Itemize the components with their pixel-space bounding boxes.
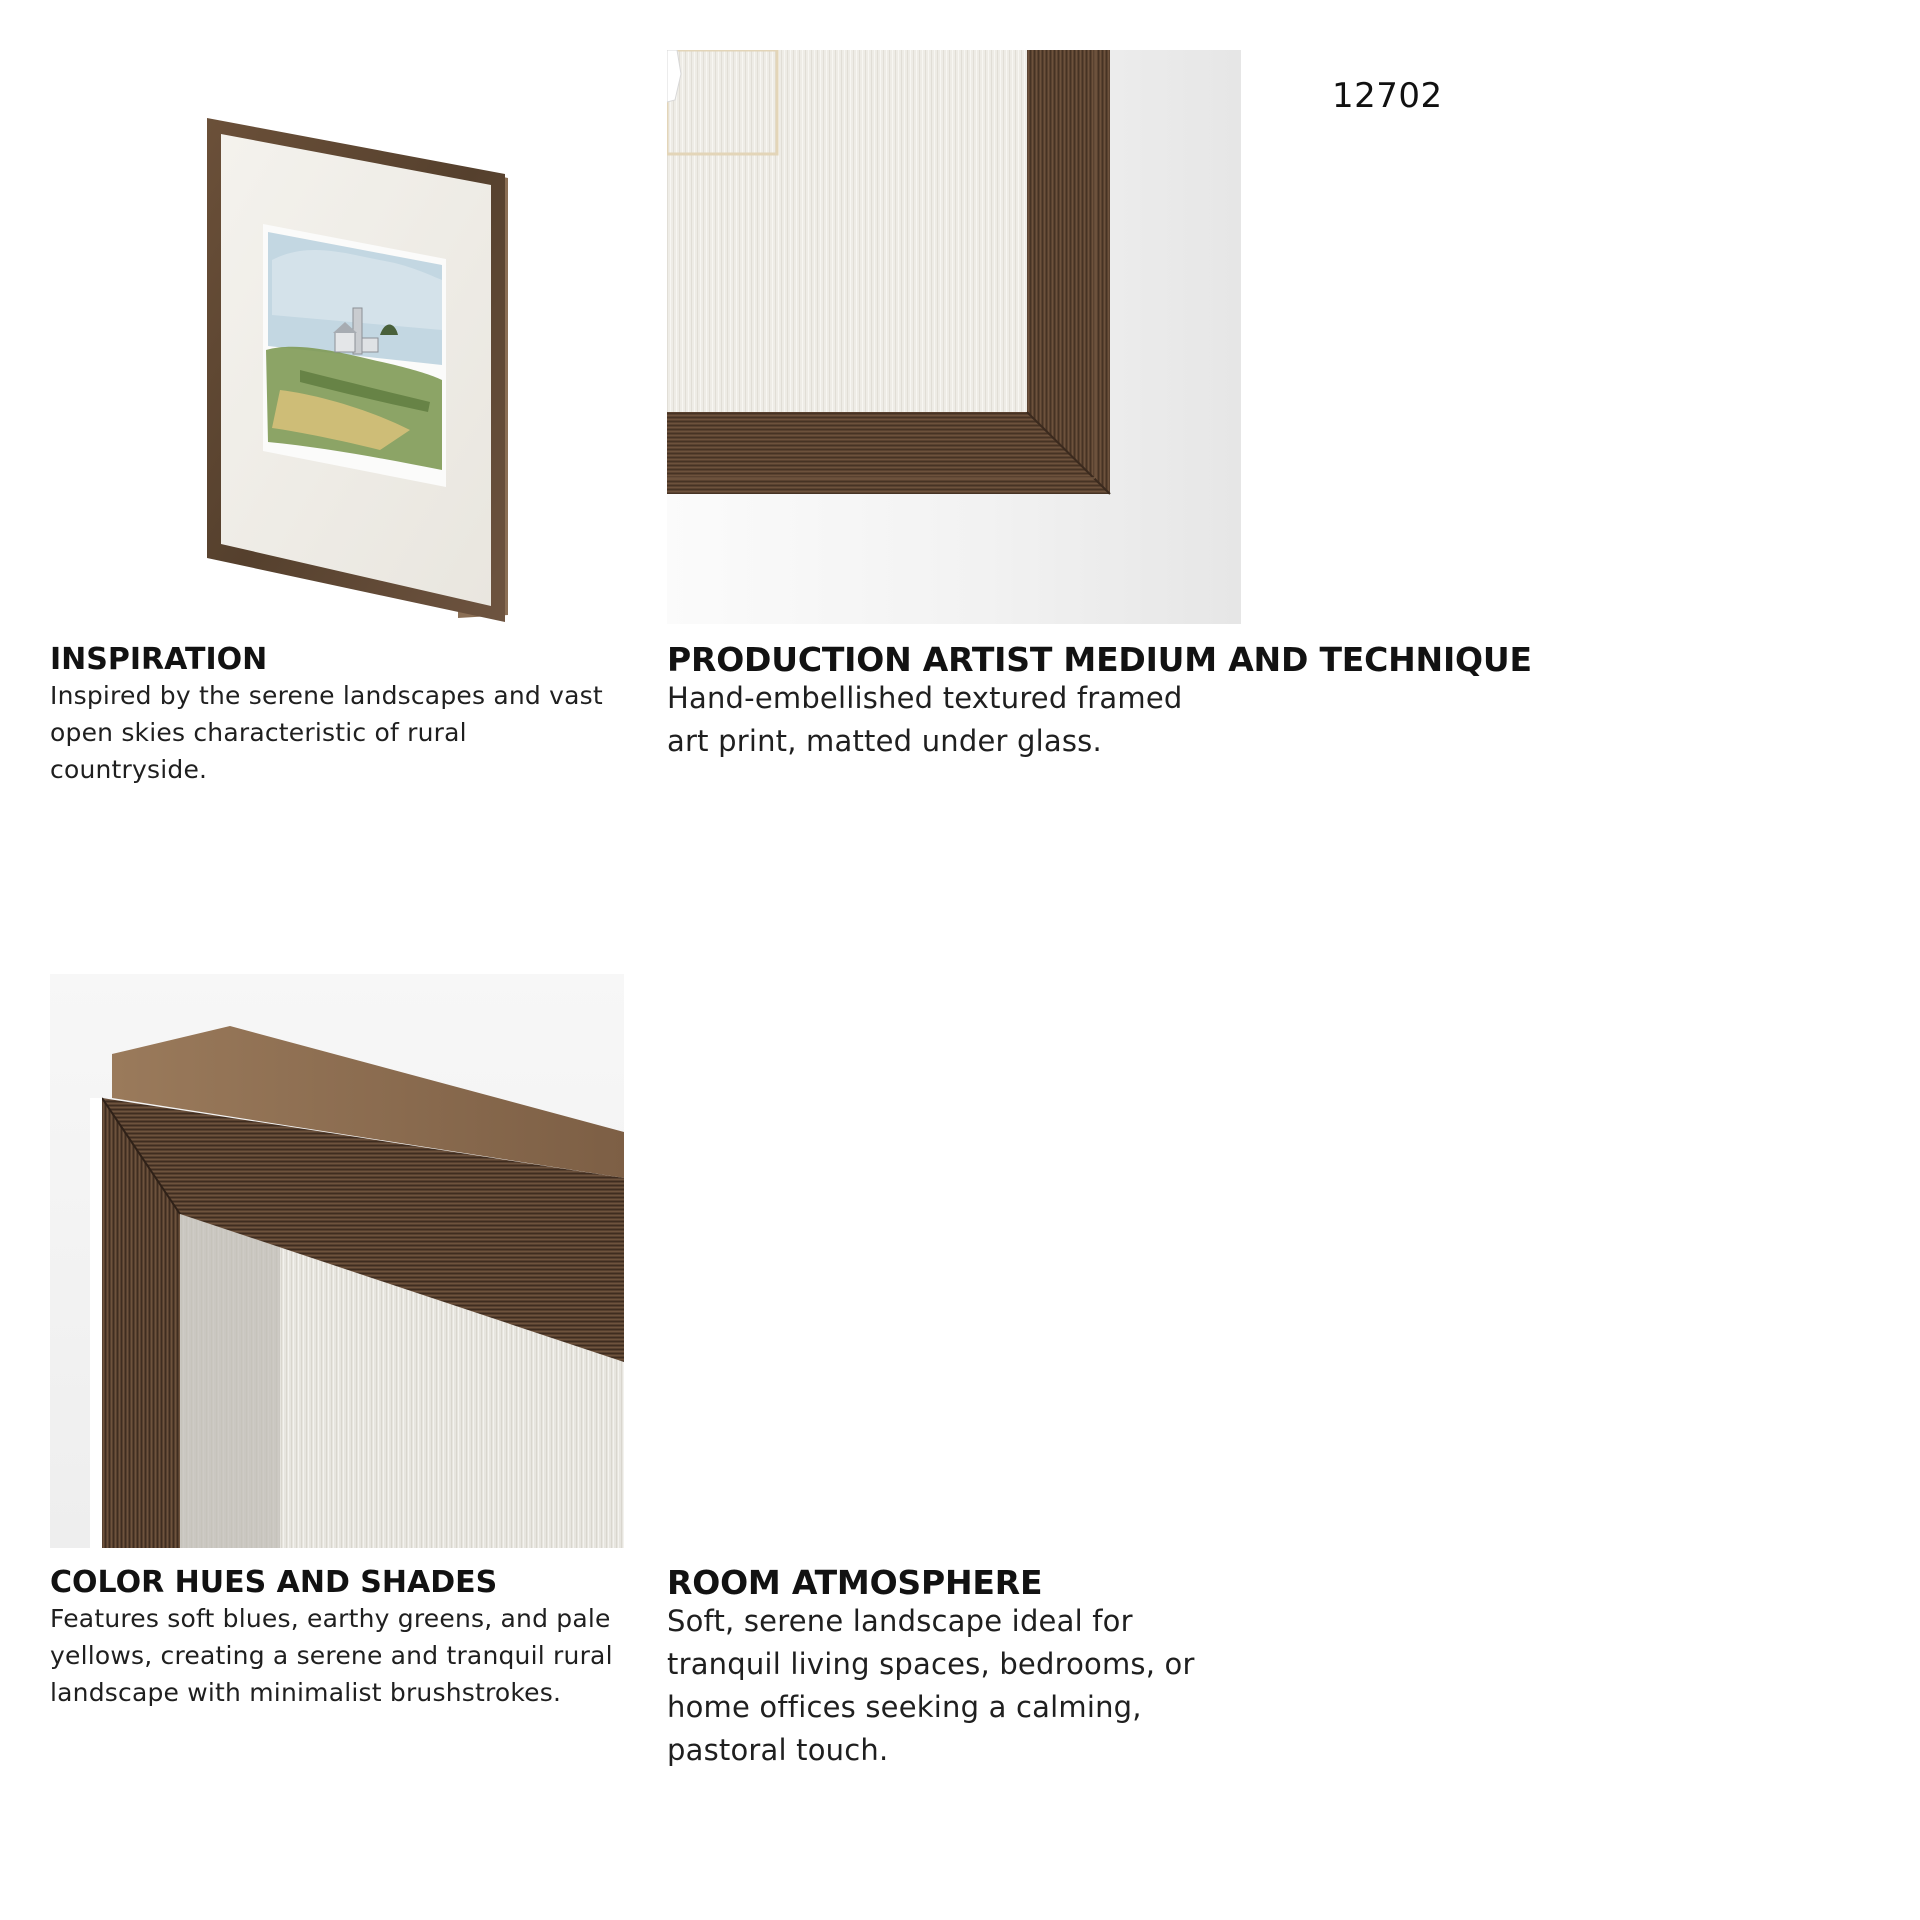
room-heading: ROOM ATMOSPHERE [667,1563,1043,1602]
inspiration-heading: INSPIRATION [50,642,268,677]
production-heading: PRODUCTION ARTIST MEDIUM AND TECHNIQUE [667,640,1532,679]
inspiration-text: Inspired by the serene landscapes and vast open skies characteristic of rural countryside. [50,681,603,784]
frame-depth-illustration [50,974,624,1548]
frame-depth-closeup [50,974,624,1548]
frame-corner-illustration [667,50,1241,624]
framed-art-photo [50,50,624,624]
textured-mat [667,50,1027,412]
room-text: Soft, serene landscape ideal for tranquil living spaces, bedrooms, or home offices seeking a calming, pastoral touch. [667,1604,1195,1767]
color-text: Features soft blues, earthy greens, and pale yellows, creating a serene and tranquil rural landscape with minimalist brushstrokes. [50,1604,613,1707]
production-text: Hand-embellished textured framed art print, matted under glass. [667,681,1183,758]
frame-corner-closeup [667,50,1241,624]
framed-art-illustration [50,50,624,624]
color-heading: COLOR HUES AND SHADES [50,1565,498,1600]
product-sku: 12702 [1332,76,1443,116]
